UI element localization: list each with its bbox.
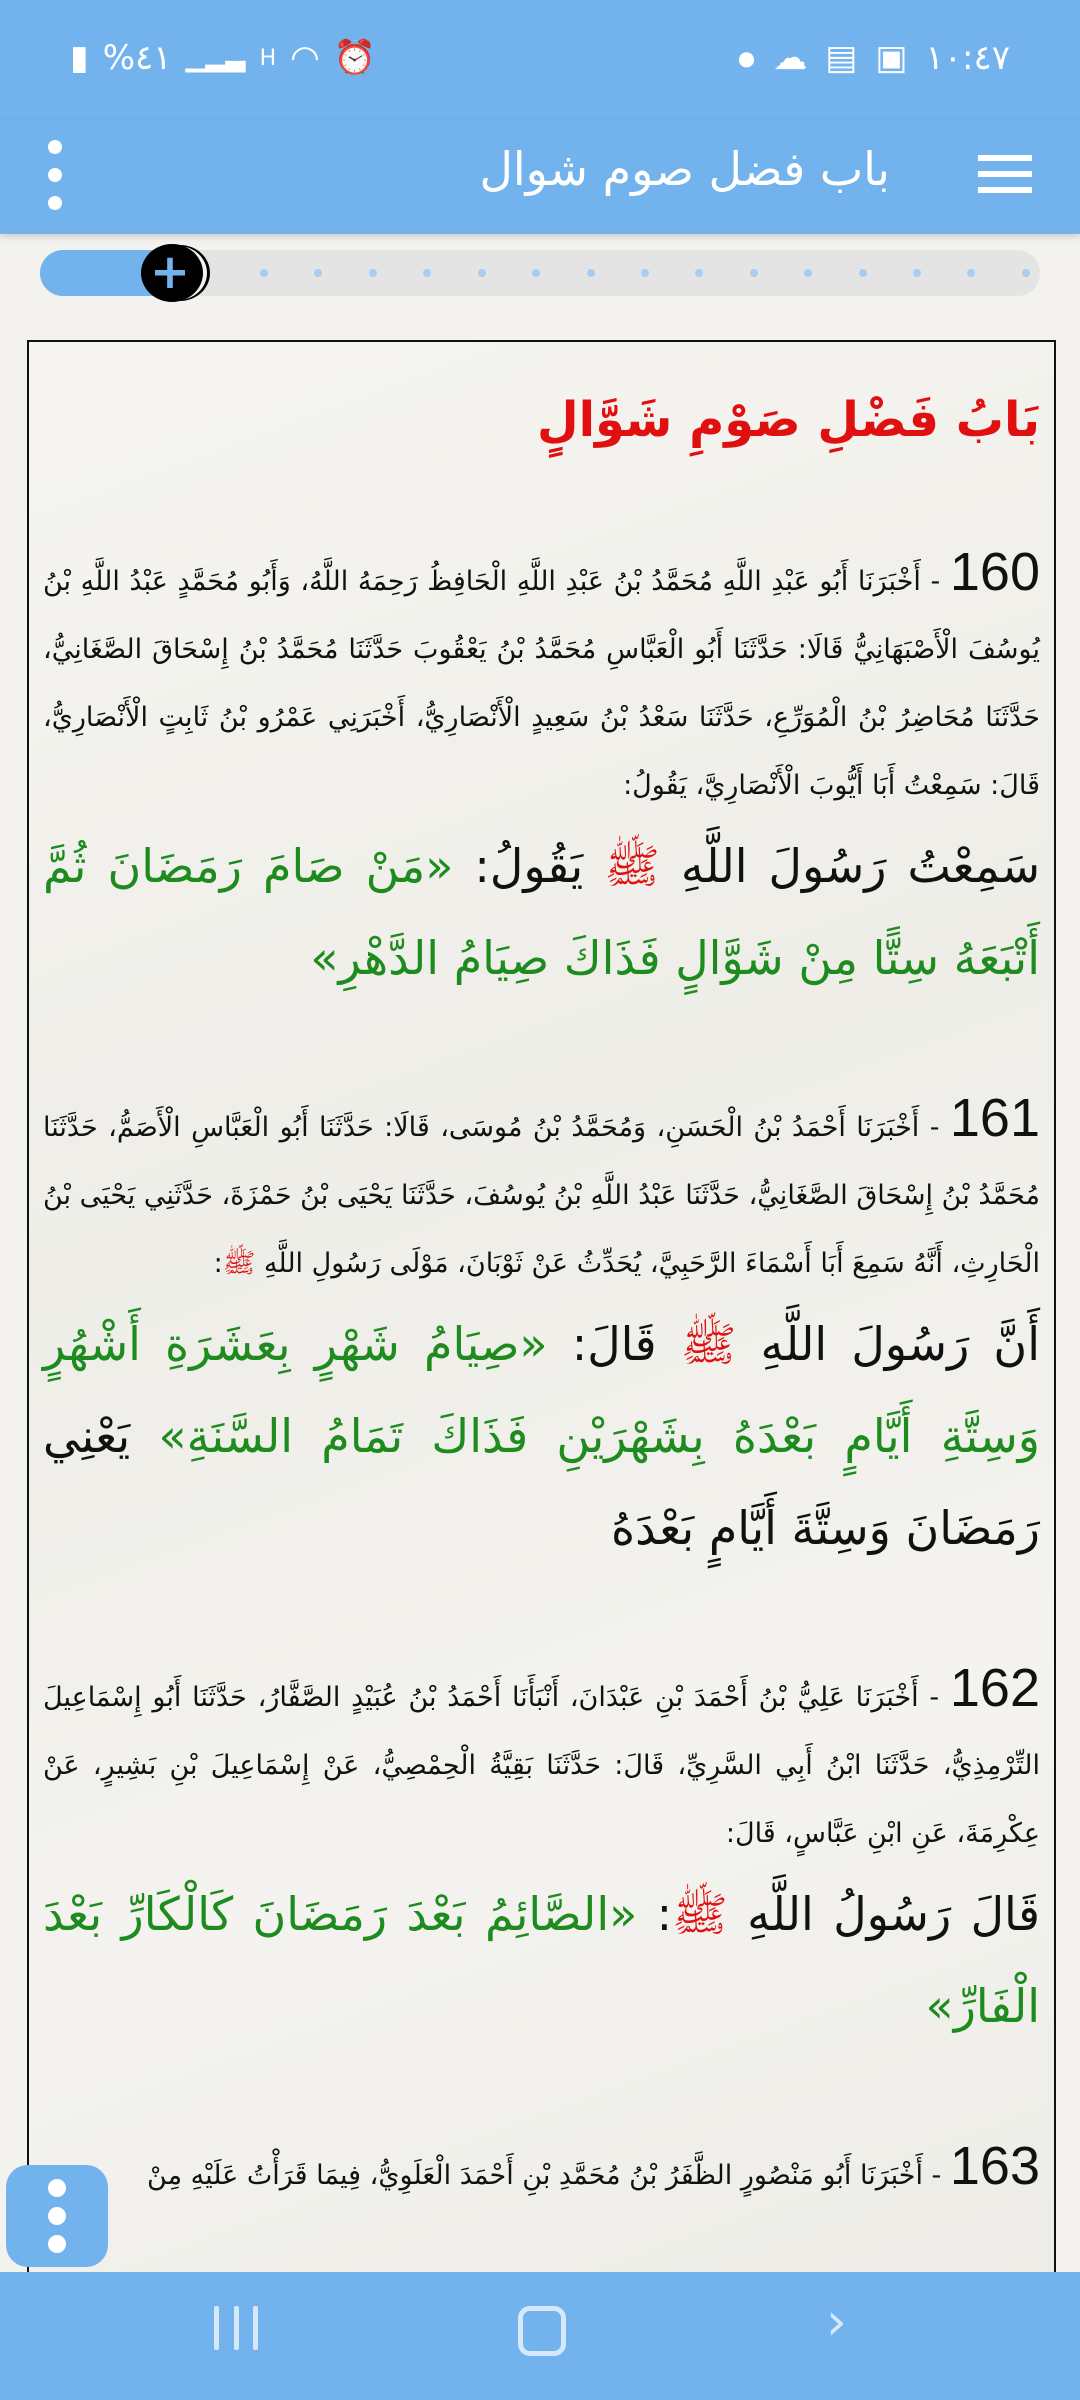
data-icon: H [259, 45, 277, 71]
hadith-isnad [43, 1654, 1040, 1868]
status-left [70, 38, 376, 78]
page-title: باب فضل صوم شوال [479, 142, 890, 196]
image-icon: ▣ [875, 38, 908, 78]
isnad-text: أَخْبَرَنَا أَحْمَدُ بْنُ الْحَسَنِ، وَمُحَمَّدُ بْنُ مُوسَى، قَالَا: حَدَّثَنَا أَبُو الْعَبَّاسِ الْأَصَمُّ، حَدَّثَنَا مُحَمَّدُ بْنُ إِسْحَاقَ الصَّغَانِيُّ، حَدَّثَنَا عَبْدُ اللَّهِ بْنُ يُوسُفَ، حَدَّثَنَا يَحْيَى بْنُ حَمْزَةَ، حَدَّثَنِي يَحْيَى بْنُ الْحَارِثِ، أَنَّهُ سَمِعَ أَبَا أَسْمَاءَ الرَّحَبِيَّ، يُحَدِّثُ عَنْ ثَوْبَانَ، مَوْلَى رَسُولِ اللَّهِ [43, 1112, 1040, 1279]
system-nav-bar [0, 2272, 1080, 2400]
salawat-symbol: ﷺ [604, 839, 660, 893]
app-bar [0, 120, 1080, 234]
dash: - [918, 1682, 950, 1713]
slider-handle-plus-icon[interactable]: + [141, 244, 203, 302]
floating-options-button[interactable] [6, 2165, 108, 2267]
book-page [27, 340, 1056, 2342]
matn-tail: يَعْنِي رَمَضَانَ وَسِتَّةَ أَيَّامٍ بَعْدَهُ [43, 1409, 1040, 1555]
hadith-number: 161 [949, 1088, 1040, 1148]
cloud-icon: ☁ [773, 38, 808, 78]
isnad-text: أَخْبَرَنَا أَبُو مَنْصُورٍ الظَّفَرُ بْنُ مُحَمَّدِ بْنِ أَحْمَدَ الْعَلَوِيُّ، فِيمَا قَرَأْتُ عَلَيْهِ مِنْ [147, 2160, 923, 2191]
hadith-isnad [43, 538, 1040, 820]
matn-intro: أَنَّ رَسُولَ اللَّهِ [760, 1317, 1040, 1371]
matn-intro: سَمِعْتُ رَسُولَ اللَّهِ [680, 839, 1041, 893]
dash: - [920, 566, 950, 597]
page-slider[interactable] [40, 244, 1040, 300]
hadith-quote: «مَنْ صَامَ رَمَضَانَ ثُمَّ أَتْبَعَهُ سِتًّا مِنْ شَوَّالٍ فَذَاكَ صِيَامُ الدَّهْرِ» [43, 839, 1040, 985]
wifi-icon: ◠ [290, 38, 320, 78]
home-icon[interactable] [518, 2306, 566, 2356]
status-bar [0, 0, 1080, 120]
hadith-number: 160 [949, 542, 1040, 602]
matn-after: يَقُولُ: [453, 839, 605, 893]
battery-percent: %٤١ [102, 38, 172, 78]
dot-icon: ● [737, 46, 756, 70]
hadith-matn [43, 820, 1040, 1004]
back-chevron-icon[interactable]: › [826, 2292, 847, 2352]
hadith-number: 163 [949, 2136, 1040, 2196]
isnad-end: : [213, 1248, 223, 1279]
hamburger-menu-icon[interactable] [978, 148, 1032, 202]
isnad-text: أَخْبَرَنَا أَبُو عَبْدِ اللَّهِ مُحَمَّدُ بْنُ عَبْدِ اللَّهِ الْحَافِظُ رَحِمَهُ اللَّهُ، وَأَبُو مُحَمَّدٍ عَبْدُ اللَّهِ بْنُ يُوسُفَ الْأَصْبَهَانِيُّ قَالَا: حَدَّثَنَا أَبُو الْعَبَّاسِ مُحَمَّدُ بْنُ يَعْقُوبَ حَدَّثَنَا مُحَمَّدُ بْنُ إِسْحَاقَ الصَّغَانِيُّ، حَدَّثَنَا مُحَاضِرُ بْنُ الْمُوَرِّعِ، حَدَّثَنَا سَعْدُ بْنُ سَعِيدٍ الْأَنْصَارِيُّ، أَخْبَرَنِي عَمْرُو بْنُ ثَابِتٍ الْأَنْصَارِيُّ، قَالَ: سَمِعْتُ أَبَا أَيُّوبَ الْأَنْصَارِيَّ، يَقُولُ: [43, 566, 1040, 801]
hadith-160 [43, 538, 1040, 1004]
slider-ticks [260, 269, 1030, 277]
hadith-163 [43, 2132, 1040, 2210]
salawat-symbol: ﷺ [222, 1248, 256, 1279]
hadith-isnad [43, 1084, 1040, 1298]
hadith-161 [43, 1084, 1040, 1574]
clock: ١٠:٤٧ [925, 38, 1010, 78]
more-options-icon[interactable] [40, 140, 70, 210]
matn-after: : [637, 1887, 673, 1941]
hadith-matn [43, 1298, 1040, 1574]
chapter-title: بَابُ فَضْلِ صَوْمِ شَوَّالٍ [536, 392, 1040, 448]
hadith-162 [43, 1654, 1040, 2052]
hadith-quote: «صِيَامُ شَهْرٍ بِعَشَرَةِ أَشْهُرٍ وَسِتَّةِ أَيَّامٍ بَعْدَهُ بِشَهْرَيْنِ فَذَاكَ تَمَامُ السَّنَةِ» [43, 1317, 1040, 1463]
page-content [29, 342, 1054, 2210]
recents-icon[interactable] [214, 2306, 258, 2350]
hadith-quote: «الصَّائِمُ بَعْدَ رَمَضَانَ كَالْكَارِّ بَعْدَ الْفَارِّ» [43, 1887, 1040, 2033]
dash: - [919, 1112, 950, 1143]
signal-icon: ▁▂▃ [185, 43, 246, 73]
status-right [738, 38, 1010, 78]
dash: - [922, 2160, 950, 2191]
hadith-isnad [43, 2132, 1040, 2210]
alarm-icon: ⏰ [333, 38, 377, 78]
matn-intro: قَالَ رَسُولُ اللَّهِ [747, 1887, 1040, 1941]
isnad-text: أَخْبَرَنَا عَلِيُّ بْنُ أَحْمَدَ بْنِ عَبْدَانَ، أَنْبَأَنَا أَحْمَدُ بْنُ عُبَيْدٍ الصَّفَّارُ، حَدَّثَنَا أَبُو إِسْمَاعِيلَ التِّرْمِذِيُّ، حَدَّثَنَا ابْنُ أَبِي السَّرِيِّ، قَالَ: حَدَّثَنَا بَقِيَّةُ الْحِمْصِيُّ، عَنْ إِسْمَاعِيلَ بْنِ بَشِيرٍ، عَنْ عِكْرِمَةَ، عَنِ ابْنِ عَبَّاسٍ، قَالَ: [43, 1682, 1040, 1849]
news-icon: ▤ [825, 38, 858, 78]
hadith-matn [43, 1868, 1040, 2052]
salawat-symbol: ﷺ [672, 1887, 728, 1941]
hadith-number: 162 [949, 1658, 1040, 1718]
salawat-symbol: ﷺ [680, 1317, 737, 1371]
matn-after: قَالَ: [547, 1317, 681, 1371]
battery-charging-icon: ▮ [70, 38, 89, 78]
